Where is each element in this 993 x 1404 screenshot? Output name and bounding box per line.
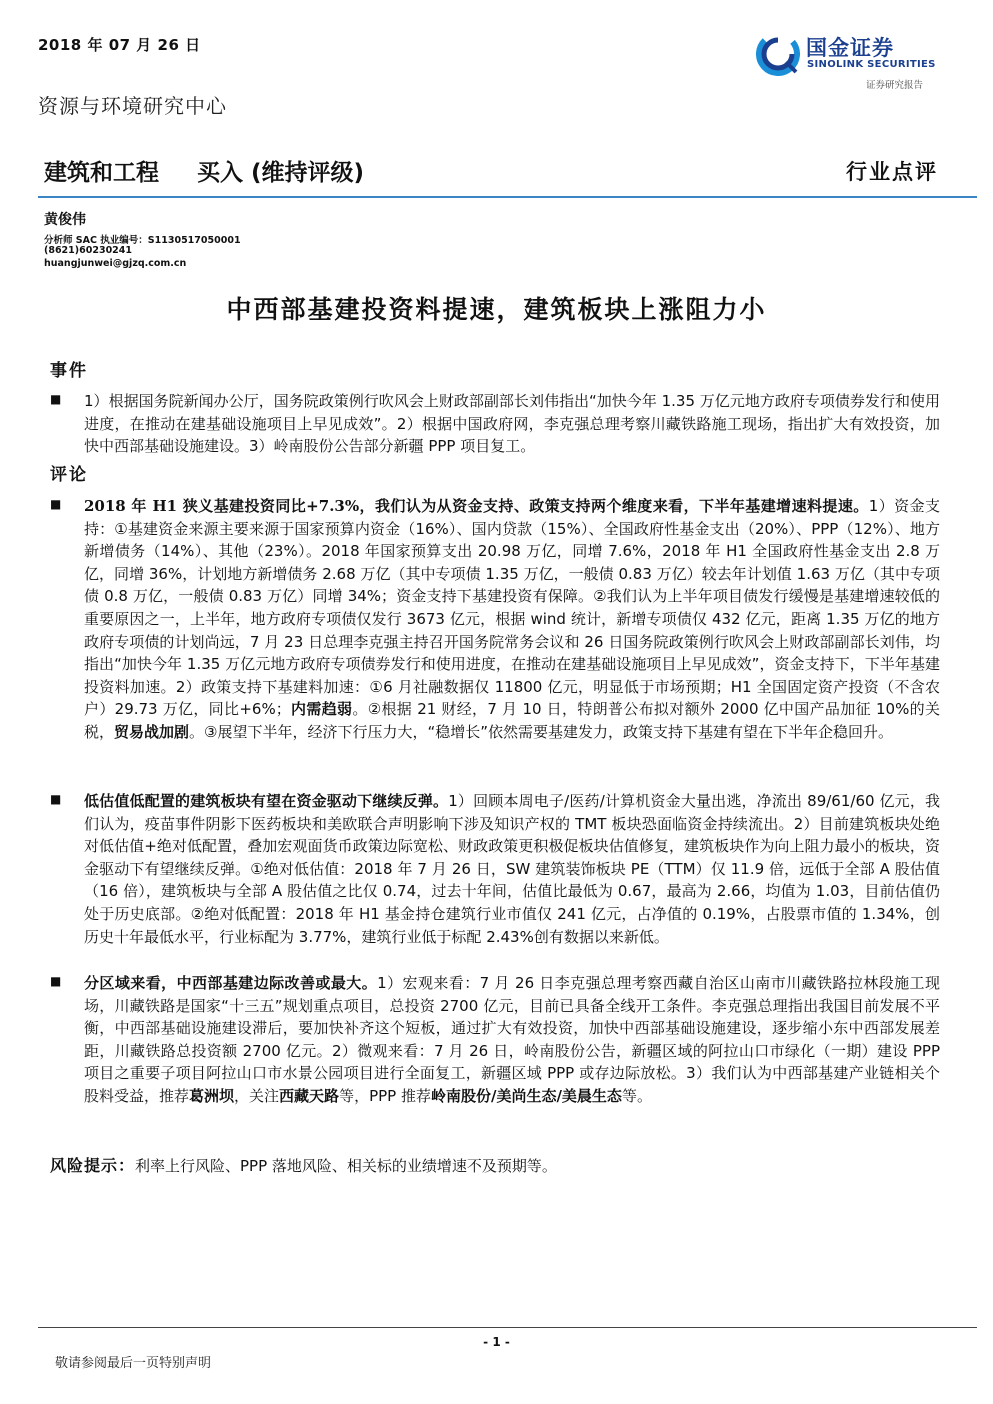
event-heading: 事件 [50,361,88,381]
report-type: 行业点评 [846,159,938,184]
bullet-icon: ■ [50,974,62,988]
comment-paragraph-2 [50,790,940,948]
comment-2-text [84,790,940,948]
risk-text: 利率上行风险、PPP 落地风险、相关标的业绩增速不及预期等。 [135,1157,557,1175]
analyst-email[interactable]: huangjunwei@gjzq.com.cn [44,258,187,269]
company-logo [756,30,956,92]
page-number: - 1 - [483,1335,510,1349]
comment-1-bold-1: 内需趋弱 [290,700,353,719]
comment-1-text [84,495,940,744]
comment-paragraph-3 [50,972,940,1108]
footer-disclaimer: 敬请参阅最后一页特别声明 [55,1356,212,1371]
header-divider [38,196,977,198]
comment-1-lead: 2018 年 H1 狭义基建投资同比+7.3%，我们认为从资金支持、政策支持两个维度来看，下半年基建增速料提速。 [84,497,869,515]
comment-3-body-4: 等。 [621,1086,652,1105]
risk-label: 风险提示： [50,1156,136,1175]
industry-name: 建筑和工程 [44,160,159,186]
comment-2-body: 1）回顾本周电子/医药/计算机资金大量出逃，净流出 89/61/60 亿元，我们认为，疫苗事件阴影下医药板块和美欧联合声明影响下涉及知识产权的 TMT 板块恐面临资金持续流出。2）目前建筑板块处绝对低估值+绝对低配置，叠加宏观面货币政策边际宽松、财政政策更积极促板块估值修复，建筑板块作为向上阻力最小的板块，资金驱动下有望继续反弹。①绝对低估值：2018 年 7 月 26 日，SW 建筑装饰板块 PE（TTM）仅 11.9 倍，远低于全部 A 股估值（16 倍），建筑板块与全部 A 股估值之比仅 0.74，过去十年间，估值比最低为 0.67，最高为 2.66，均值为 1.03，目前估值仍处于历史底部。②绝对低配置：2018 年 H1 基金持仓建筑行业市值仅 241 亿元，占净值的 0.19%，占股票市值的 1.34%，创历史十年最低水平，行业标配为 3.77%，建筑行业低于标配 2.43%创有数据以来新低。 [84,792,940,946]
industry-rating-bar [44,154,364,187]
comment-3-bold-1: 葛洲坝 [189,1086,235,1105]
rating: 买入 (维持评级) [197,160,365,186]
comment-3-text [84,972,940,1108]
analyst-phone: (8621)60230241 [44,245,133,256]
logo-english-name: SINOLINK SECURITIES [807,59,936,70]
analyst-license: 分析师 SAC 执业编号：S1130517050001 [44,235,241,246]
comment-3-bold-2: 西藏天路 [279,1086,340,1105]
comment-3-bold-3: 岭南股份/美尚生态/美晨生态 [430,1086,622,1105]
comment-3-body-3: 等，PPP 推荐 [339,1086,431,1105]
footer-divider [38,1327,977,1328]
comment-3-lead: 分区域来看，中西部基建边际改善或最大。 [84,974,378,992]
comment-3-body: 1）宏观来看：7 月 26 日李克强总理考察西藏自治区山南市川藏铁路拉林段施工现场，川藏铁路是国家“十三五”规划重点项目，总投资 2700 亿元，目前已具备全线开工条件。李克强总理指出我国目前发展不平衡，中西部基础设施建设滞后，要加快补齐这个短板，通过扩大有效投资，加快中西部基础设施建设，逐步缩小东中西部发展差距，川藏铁路总投资额 2700 亿元。2）微观来看：7 月 26 日，岭南股份公告，新疆区域的阿拉山口市绿化（一期）建设 PPP 项目之重要子项目阿拉山口市水景公园项目进行全面复工，新疆区域 PPP 或存边际放松。3）我们认为中西部基建产业链相关个股料受益，推荐 [84,974,940,1105]
risk-warning [50,1153,940,1176]
comment-2-lead: 低估值低配置的建筑板块有望在资金驱动下继续反弹。 [84,792,449,810]
comment-3-body-2: ，关注 [234,1086,280,1105]
logo-subtitle: 证券研究报告 [866,80,924,91]
comment-1-bold-2: 贸易战加剧 [114,722,190,741]
comment-heading: 评论 [50,465,88,485]
comment-paragraph-1 [50,495,940,744]
report-title: 中西部基建投资料提速，建筑板块上涨阻力小 [226,295,767,324]
event-paragraph [50,390,940,458]
comment-1-body-2: 。②根据 21 财经，7 月 10 日，特朗普公布拟对额外 2000 亿中国产品加征 10%的关税， [84,700,940,741]
bullet-icon: ■ [50,792,62,806]
report-date: 2018 年 07 月 26 日 [38,36,201,54]
comment-1-body-3: 。③展望下半年，经济下行压力大，“稳增长”依然需要基建发力，政策支持下基建有望在下半年企稳回升。 [189,722,894,741]
event-text: 1）根据国务院新闻办公厅，国务院政策例行吹风会上财政部副部长刘伟指出“加快今年 1.35 万亿元地方政府专项债券发行和使用进度，在推动在建基础设施项目上早见成效”。2）根据中国政府网，李克强总理考察川藏铁路施工现场，指出扩大有效投资，加快中西部基础设施建设。3）岭南股份公告部分新疆 PPP 项目复工。 [84,392,940,456]
comment-1-body: 1）资金支持：①基建资金来源主要来源于国家预算内资金（16%）、国内贷款（15%）、全国政府性基金支出（20%）、PPP（12%）、地方新增债务（14%）、其他（23%）。2018 年国家预算支出 20.98 万亿，同增 7.6%，2018 年 H1 全国政府性基金支出 2.8 万亿，同增 36%，计划地方新增债务 2.68 万亿（其中专项债 1.35 万亿，一般债 0.83 万亿）较去年计划值 1.63 万亿（其中专项债 0.8 万亿，一般债 0.83 万亿）同增 34%；资金支持下基建投资有保障。②我们认为上半年项目债发行缓慢是基建增速较低的重要原因之一，上半年，地方政府专项债仅发行 3673 亿元，根据 wind 统计，新增专项债仅 432 亿元，距离 1.35 万亿的地方政府专项债的计划尚远，7 月 23 日总理李克强主持召开国务院常务会议和 26 日国务院政策例行吹风会上财政部副部长刘伟，均指出“加快今年 1.35 万亿元地方政府专项债券发行和使用进度，在推动在建基础设施项目上早见成效”，资金支持下，下半年基建投资料加速。2）政策支持下基建料加速：①6 月社融数据仅 11800 亿元，明显低于市场预期；H1 全国固定资产投资（不含农户）29.73 万亿，同比+6%； [84,497,940,719]
bullet-icon: ■ [50,497,62,511]
sinolink-logo-icon [756,32,800,76]
research-center: 资源与环境研究中心 [38,94,227,118]
analyst-name: 黄俊伟 [44,212,86,228]
bullet-icon: ■ [50,392,62,406]
logo-chinese-name: 国金证券 [806,36,894,60]
